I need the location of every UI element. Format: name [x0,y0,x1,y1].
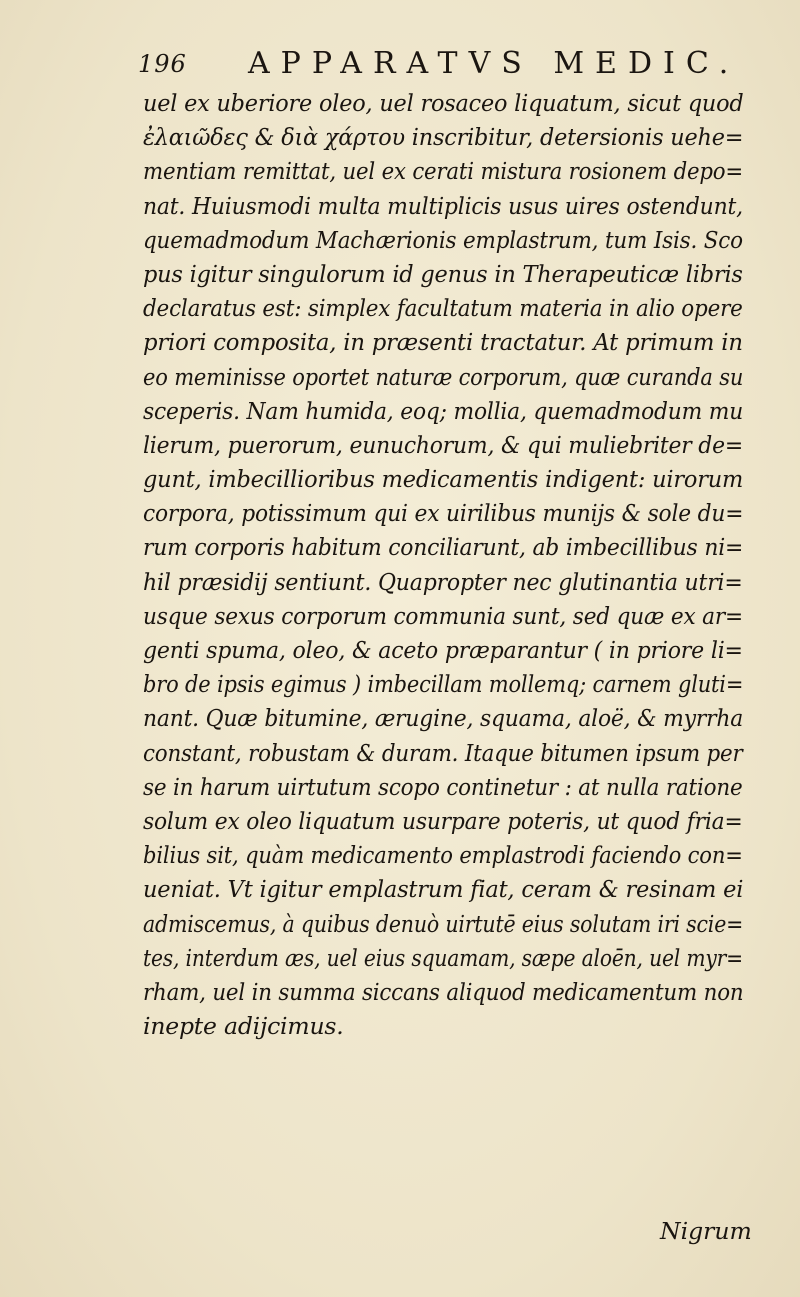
text-line: genti spuma, oleo, & aceto præparantur ( in priore li= [143,636,743,664]
text-line: eo meminisse oportet naturæ corporum, quæ curanda su [143,362,744,391]
text-line: usque sexus corporum communia sunt, sed quæ ex ar= [143,601,743,630]
body-text [143,86,743,1043]
text-line: constant, robustam & duram. Itaque bitumen ipsum per [143,738,743,767]
text-line: sceperis. Nam humida, eoq; mollia, quemadmodum mu [143,396,744,425]
text-line: nant. Quæ bitumine, ærugine, squama, aloë, & myrrha [143,704,744,733]
text-line: rum corporis habitum conciliarunt, ab imbecillibus ni= [143,533,744,562]
text-line: gunt, imbecillioribus medicamentis indigent: uirorum [143,465,744,494]
catchword: Nigrum [660,1217,752,1245]
text-line: ueniat. Vt igitur emplastrum fiat, ceram & resinam ei [143,875,744,904]
text-line: corpora, potissimum qui ex uirilibus munijs & sole du= [143,499,744,528]
text-line: admiscemus, à quibus denuò uirtutē eius solutam iri scie= [143,909,744,938]
text-line: mentiam remittat, uel ex cerati mistura rosionem depo= [143,157,744,186]
text-line: quemadmodum Machærionis emplastrum, tum Isis. Sco [143,225,743,254]
text-line: priori composita, in præsenti tractatur. At primum in [143,328,743,357]
text-line: pus igitur singulorum id genus in Therapeuticæ libris [143,259,743,288]
text-line: se in harum uirtutum scopo continetur : at nulla ratione [143,772,743,801]
text-line: tes, interdum æs, uel eius squamam, sæpe aloēn, uel myr= [143,943,743,972]
text-line: bro de ipsis egimus ) imbecillam mollemq; carnem gluti= [143,670,744,699]
text-line: lierum, puerorum, eunuchorum, & qui muliebriter de= [143,430,743,459]
text-line: nat. Huiusmodi multa multiplicis usus uires ostendunt, [143,191,743,220]
page-number: 196 [138,50,187,78]
text-line: hil præsidij sentiunt. Quapropter nec glutinantia utri= [143,567,743,596]
text-line: solum ex oleo liquatum usurpare poteris, ut quod fria= [143,806,743,835]
text-line: inepte adijcimus. [143,1012,344,1041]
text-line: ἐλαιῶδες & διὰ χάρτου inscribitur, detersionis uehe= [143,123,744,152]
text-line: declaratus est: simplex facultatum materia in alio opere [143,294,743,323]
text-line: bilius sit, quàm medicamento emplastrodi faciendo con= [143,841,743,870]
running-head: APPARATVS MEDIC. [248,46,740,81]
page-header [138,44,740,84]
text-line: rham, uel in summa siccans aliquod medicamentum non [143,977,744,1006]
text-line: uel ex uberiore oleo, uel rosaceo liquatum, sicut quod [143,89,744,117]
